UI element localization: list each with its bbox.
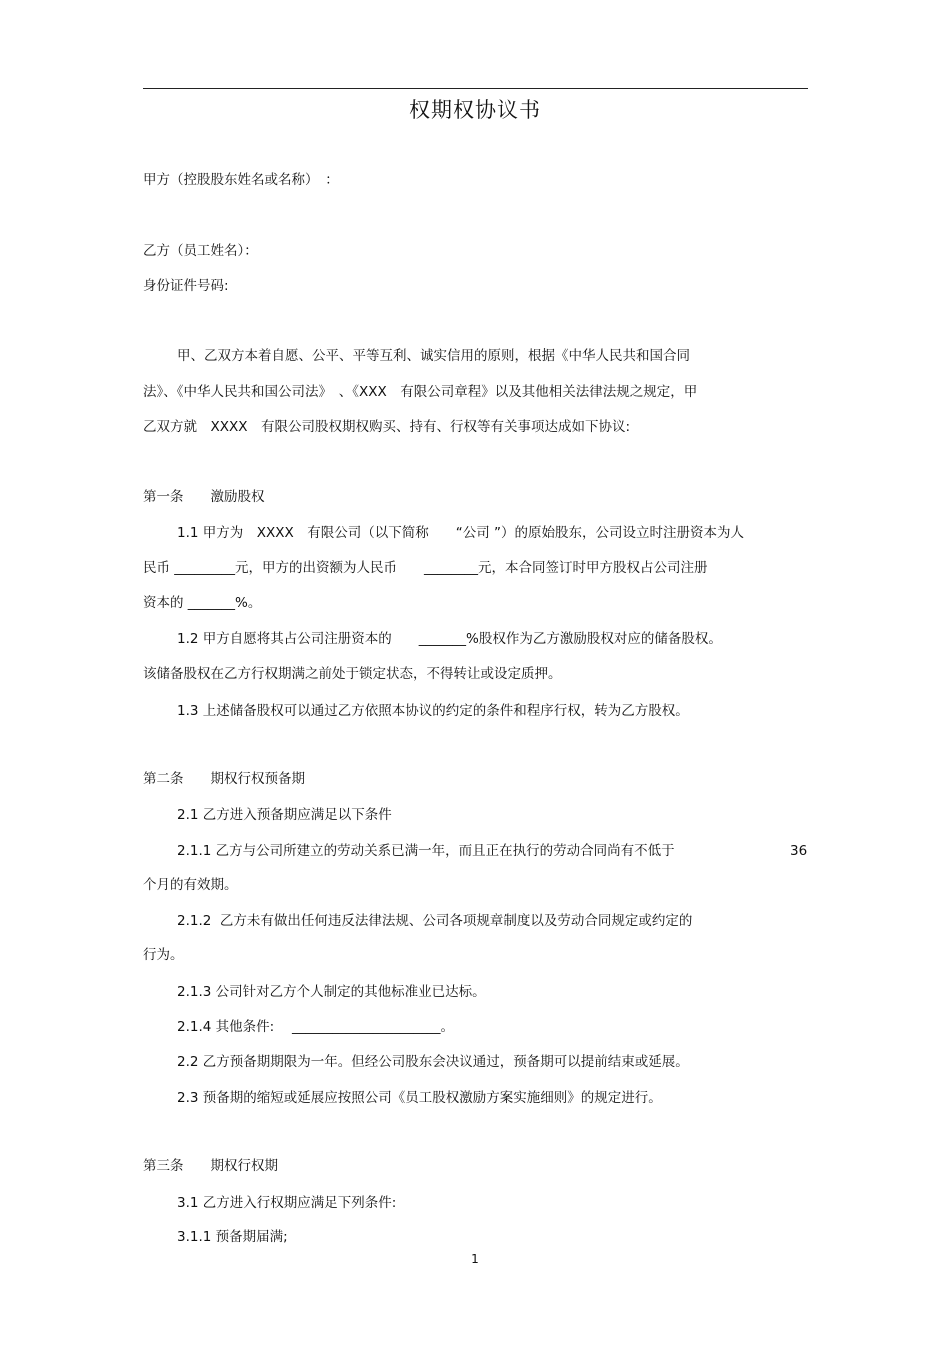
id-number-line: 身份证件号码: <box>143 278 229 294</box>
clause-2-3-line: 2.3 预备期的缩短或延展应按照公司《员工股权激励方案实施细则》的规定进行。 <box>177 1090 662 1106</box>
clause-3-1-line: 3.1 乙方进入行权期应满足下列条件: <box>177 1195 397 1211</box>
clause-2-1-line: 2.1 乙方进入预备期应满足以下条件 <box>177 807 392 823</box>
article-3-heading: 第三条 期权行权期 <box>143 1158 278 1174</box>
clause-2-1-1-line: 个月的有效期。 <box>143 877 238 893</box>
article-1-heading: 第一条 激励股权 <box>143 489 265 505</box>
preamble-line: 法》、《中华人民共和国公司法》 、《XXX 有限公司章程》以及其他相关法律法规之规定，甲 <box>143 384 698 400</box>
document-title: 权期权协议书 <box>409 98 541 122</box>
clause-2-1-3-line: 2.1.3 公司针对乙方个人制定的其他标准业已达标。 <box>177 984 486 1000</box>
party-b-line: 乙方（员工姓名）： <box>143 243 258 259</box>
clause-2-1-4-line: 2.1.4 其他条件: ______________________。 <box>177 1019 454 1035</box>
clause-1-2-line: 该储备股权在乙方行权期满之前处于锁定状态，不得转让或设定质押。 <box>143 666 562 682</box>
clause-2-1-2-line: 2.1.2 乙方未有做出任何违反法律法规、公司各项规章制度以及劳动合同规定或约定的 <box>177 913 693 929</box>
clause-1-3-line: 1.3 上述储备股权可以通过乙方依照本协议的约定的条件和程序行权，转为乙方股权。 <box>177 703 689 719</box>
clause-1-2-line: 1.2 甲方自愿将其占公司注册资本的 _______%股权作为乙方激励股权对应的储备股权。 <box>177 631 722 647</box>
clause-1-1-line: 1.1 甲方为 XXXX 有限公司（以下简称 “公司 ”）的原始股东，公司设立时注册资本为人 <box>177 525 745 541</box>
clause-2-1-1-line: 2.1.1 乙方与公司所建立的劳动关系已满一年，而且正在执行的劳动合同尚有不低于 <box>177 843 675 859</box>
clause-2-1-2-line: 行为。 <box>143 947 184 963</box>
preamble-line: 甲、乙双方本着自愿、公平、平等互利、诚实信用的原则，根据《中华人民共和国合同 <box>177 348 690 364</box>
header-rule <box>143 88 808 89</box>
preamble-line: 乙双方就 XXXX 有限公司股权期权购买、持有、行权等有关事项达成如下协议: <box>143 419 631 435</box>
article-2-heading: 第二条 期权行权预备期 <box>143 771 305 787</box>
clause-2-2-line: 2.2 乙方预备期期限为一年。但经公司股东会决议通过，预备期可以提前结束或延展。 <box>177 1054 689 1070</box>
clause-3-1-1-line: 3.1.1 预备期届满; <box>177 1229 288 1245</box>
clause-2-1-1-months: 36 <box>790 843 808 859</box>
clause-1-1-line: 民币 _________元，甲方的出资额为人民币 ________元，本合同签订时甲方股权占公司注册 <box>143 560 708 576</box>
party-a-line: 甲方（控股股东姓名或名称） ： <box>143 172 339 188</box>
page-number: 1 <box>471 1252 479 1266</box>
clause-1-1-line: 资本的 _______%。 <box>143 595 262 611</box>
